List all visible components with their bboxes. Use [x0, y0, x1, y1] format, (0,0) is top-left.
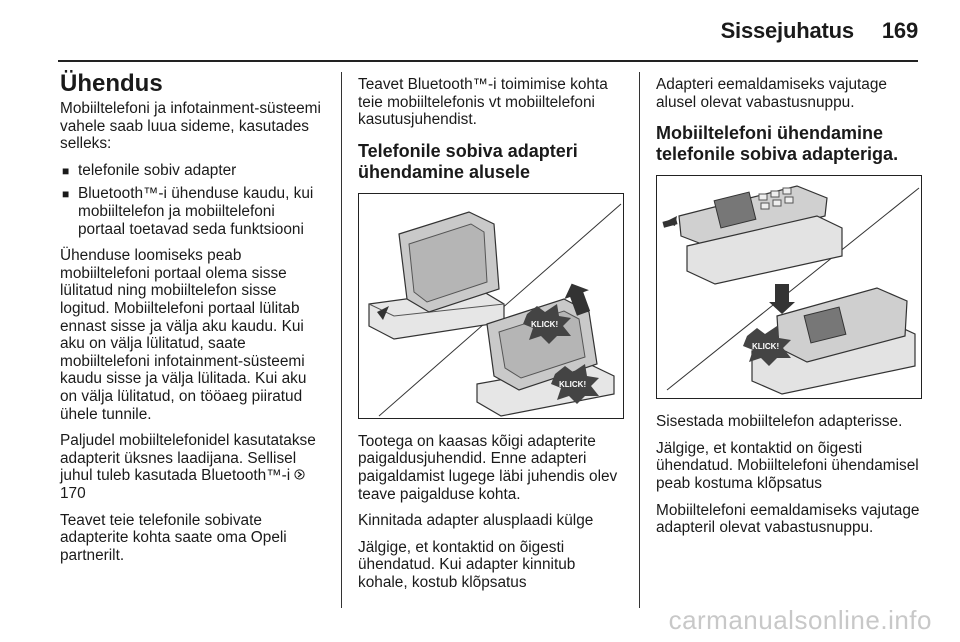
section-heading: Ühendus — [60, 70, 163, 97]
column-2 — [358, 76, 624, 601]
page-number: 169 — [881, 18, 918, 43]
adapter-mounting-illustration — [358, 193, 624, 419]
page-header — [721, 18, 918, 44]
column-divider — [639, 72, 640, 608]
subsection-heading: Mobiiltelefoni ühendamine telefonile sobiva adapteriga. — [656, 123, 899, 165]
subsection-heading: Telefonile sobiva adapteri ühendamine alusele — [358, 140, 578, 182]
paragraph: Mobiiltelefoni eemaldamiseks vajutage adapteril olevat vabastusnuppu. — [656, 501, 920, 537]
paragraph: Sisestada mobiiltelefon adapterisse. — [656, 413, 903, 431]
paragraph: Teavet Bluetooth™-i toimimise kohta teie mobiiltelefonis vt mobiiltelefoni kasutusjuhendist. — [358, 76, 608, 129]
column-3 — [656, 76, 922, 546]
klick-label: KLICK! — [559, 379, 587, 389]
header-divider — [58, 60, 918, 62]
list-item: ■ Bluetooth™-i ühenduse kaudu, kui mobiiltelefon ja mobiiltelefoni portaal toetavad seda funktsiooni — [62, 185, 314, 238]
phone-insertion-illustration — [656, 175, 922, 399]
column-1 — [60, 70, 326, 573]
page-reference-link[interactable]: 170 — [60, 485, 86, 503]
paragraph: Jälgige, et kontaktid on õigesti ühendatud. Kui adapter kinnitub kohale, kostub klõpsatus — [358, 538, 576, 591]
bullet-square-icon: ■ — [62, 187, 70, 202]
klick-label: KLICK! — [531, 319, 559, 329]
bullet-square-icon: ■ — [62, 163, 70, 178]
page-reference-arrow-icon — [294, 467, 305, 485]
paragraph: Tootega on kaasas kõigi adapterite paigaldusjuhendid. Enne adapteri paigaldamist lugege läbi juhendis olev teave paigalduse kohta. — [358, 432, 618, 503]
list-item: ■ telefonile sobiv adapter — [62, 161, 237, 179]
paragraph: Adapteri eemaldamiseks vajutage alusel olevat vabastusnuppu. — [656, 76, 887, 111]
watermark: carmanualsonline.info — [668, 605, 932, 635]
paragraph: Ühenduse loomiseks peab mobiiltelefoni portaal olema sisse lülitatud ning mobiiltelefon sisse logitud. Mobiiltelefoni portaal lülitab ennast sisse ja välja aku kaudu. Kui aku on välja lülitatud, saate mobiiltelefoni infotainment-süsteemi kaudu sisse ja välja lülitada. Kui aku on välja lülitatud, on tööaeg piiratud ühele tunnile. — [60, 247, 307, 423]
paragraph: Kinnitada adapter alusplaadi külge — [358, 512, 594, 530]
klick-label: KLICK! — [752, 342, 780, 352]
connection-options-list — [60, 162, 326, 238]
column-divider — [341, 72, 342, 608]
paragraph: Jälgige, et kontaktid on õigesti ühendatud. Mobiiltelefoni ühendamisel peab kostuma klõpsatus — [656, 439, 919, 492]
paragraph: Teavet teie telefonile sobivate adapterite kohta saate oma Opeli partnerilt. — [60, 511, 287, 564]
paragraph: Paljudel mobiiltelefonidel kasutatakse adapterit üksnes laadijana. Sellisel juhul tuleb kasutada Bluetooth™-i 170 — [60, 432, 316, 503]
section-title: Sissejuhatus — [720, 18, 854, 43]
intro-text: Mobiiltelefoni ja infotainment-süsteemi vahele saab luua sideme, kasutades selleks: — [60, 100, 321, 153]
